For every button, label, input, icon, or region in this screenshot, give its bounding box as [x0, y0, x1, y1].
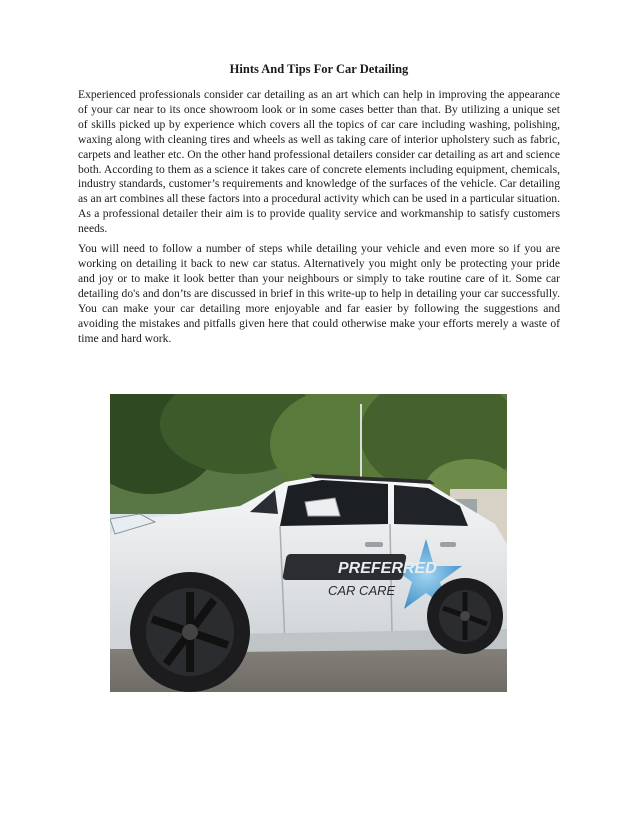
rear-wheel: [427, 578, 503, 654]
document-body: [78, 88, 560, 351]
paragraph-2: You will need to follow a number of steps while detailing your vehicle and even more so if you are working on detailing it back to new car status. Alternatively you might only be protecting your pride and joy or to make it look better than your neighbours or simply to take routine care of it. Some car detailing do's and don’ts are discussed in brief in this write-up to help in detailing your car successfully. You can make your car detailing more enjoyable and far easier by following the suggestions and avoiding the mistakes and pitfalls given here that could otherwise make your efforts merely a waste of time and hard work.: [78, 242, 560, 345]
document-title: Hints And Tips For Car Detailing: [229, 62, 409, 76]
car-photo: [110, 394, 507, 692]
paragraph-1: Experienced professionals consider car detailing as an art which can help in improving the appearance of your car near to its once showroom look or in some cases better than that. By utilizing a unique set of skills picked up by experience which covers all the topics of car care including washing, polishing, waxing along with cleaning tires and wheels as well as taking care of interior upholstery such as fabric, carpets and leather etc. On the other hand professional detailers consider car detailing as art and science both. According to them as a science it takes care of concrete elements including equipment, chemicals, industry standards, customer’s requirements and knowledge of the surfaces of the vehicle. Car detailing as an art combines all these factors into a procedural activity which can be used in a particular situation. As a professional detailer their aim is to provide quality service and workmanship to satisfy customers needs.: [78, 88, 560, 236]
decal-text-2: CAR CARE: [328, 583, 396, 598]
decal-text-1: PREFERRED: [338, 560, 437, 577]
front-wheel: [130, 572, 250, 692]
